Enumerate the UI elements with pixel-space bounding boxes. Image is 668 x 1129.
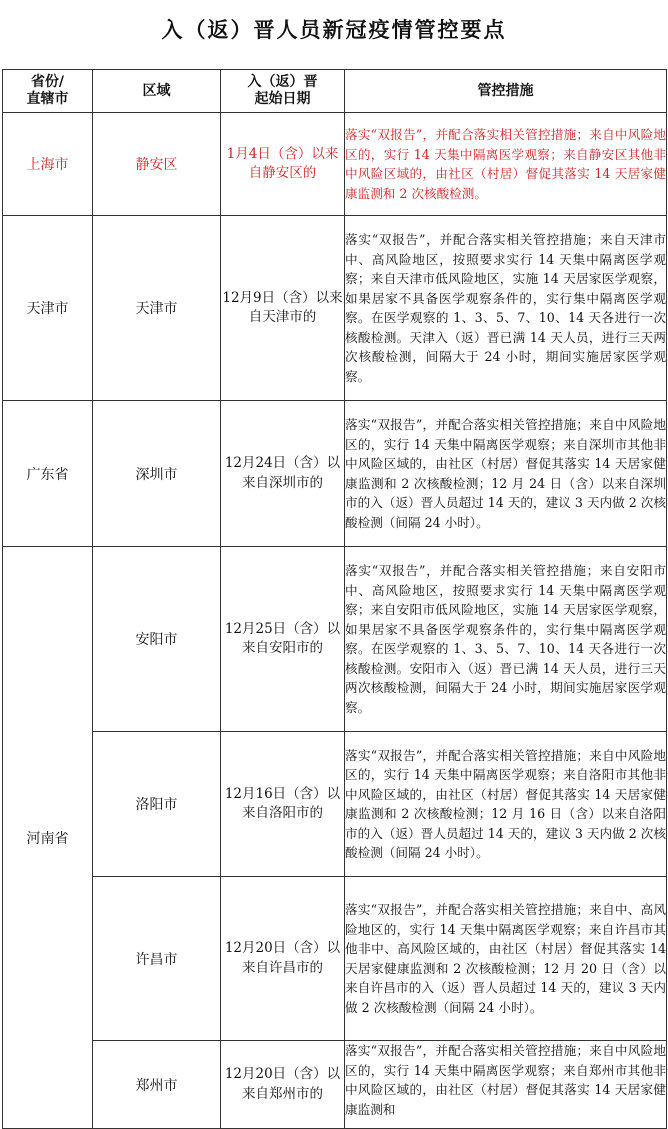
row-area: 许昌市 [93, 877, 221, 1041]
table-row [3, 547, 667, 732]
row-measures: 落实“双报告”，并配合落实相关管控措施；来自天津市中、高风险地区，按照要求实行 14 天集中隔离医学观察；来自天津市低风险地区，实施 14 天居家医学观察，如果居家不具备医学观察条件的，实行集中隔离医学观察。在医学观察的 1、3、5、7、10、14 天各进行一次核酸检测。天津入（返）晋已满 14 天人员，进行三天两次核酸检测，间隔大于 24 小时，期间实施居家医学观察。 [345, 216, 667, 401]
row-area: 天津市 [93, 216, 221, 401]
row-measures: 落实“双报告”，并配合落实相关管控措施；来自中风险地区的，实行 14 天集中隔离医学观察；来自静安区其他非中风险区域的，由社区（村居）督促其落实 14 天居家健康监测和 2 次核酸检测。 [345, 113, 667, 216]
table-row [3, 1041, 667, 1129]
row-start-date: 12月20日（含）以来自许昌市的 [221, 877, 345, 1041]
page-title: 入（返）晋人员新冠疫情管控要点 [161, 17, 507, 42]
header-measures: 管控措施 [345, 70, 667, 113]
header-area: 区域 [93, 70, 221, 113]
row-province: 上海市 [3, 113, 93, 216]
row-province: 河南省 [3, 547, 93, 1129]
table-row [3, 216, 667, 401]
row-start-date: 12月20日（含）以来自郑州市的 [221, 1041, 345, 1129]
row-measures: 落实“双报告”，并配合落实相关管控措施；来自安阳市中、高风险地区，按照要求实行 14 天集中隔离医学观察；来自安阳市低风险地区，实施 14 天居家医学观察，如果居家不具备医学观察条件的，实行集中隔离医学观察。在医学观察的 1、3、5、7、10、14 天各进行一次核酸检测。安阳市入（返）晋已满 14 天人员，进行三天两次核酸检测，间隔大于 24 小时，期间实施居家医学观察。 [345, 547, 667, 732]
row-measures: 落实“双报告”，并配合落实相关管控措施；来自中风险地区的，实行 14 天集中隔离医学观察；来自深圳市其他非中风险区域的，由社区（村居）督促其落实 14 天居家健康监测和 2 次核酸检测；12 月 24 日（含）以来自深圳市的入（返）晋人员超过 14 天的，建议 3 天内做 2 次核酸检测（间隔 24 小时）。 [345, 401, 667, 547]
table-row [3, 401, 667, 547]
row-measures: 落实“双报告”，并配合落实相关管控措施；来自中风险地区的，实行 14 天集中隔离医学观察；来自郑州市其他非中风险区域的，由社区（村居）督促其落实 14 天居家健康监测和 [345, 1041, 667, 1129]
row-province: 广东省 [3, 401, 93, 547]
row-start-date: 12月25日（含）以来自安阳市的 [221, 547, 345, 732]
row-area: 安阳市 [93, 547, 221, 732]
row-start-date: 12月24日（含）以来自深圳市的 [221, 401, 345, 547]
row-area: 郑州市 [93, 1041, 221, 1129]
row-start-date: 1月4日（含）以来自静安区的 [221, 113, 345, 216]
row-measures: 落实“双报告”，并配合落实相关管控措施；来自中、高风险地区的，实行 14 天集中隔离医学观察；来自许昌市其他非中、高风险区域的，由社区（村居）督促其落实 14 天居家健康监测和 2 次核酸检测；12 月 20 日（含）以来自许昌市的入（返）晋人员超过 14 天的，建议 3 天内做 2 次核酸检测（间隔 24 小时）。 [345, 877, 667, 1041]
header-province: 省份/ 直辖市 [3, 70, 93, 113]
row-area: 静安区 [93, 113, 221, 216]
table-row [3, 113, 667, 216]
table-row [3, 732, 667, 877]
row-province: 天津市 [3, 216, 93, 401]
row-start-date: 12月9日（含）以来自天津市的 [221, 216, 345, 401]
row-area: 洛阳市 [93, 732, 221, 877]
table-header-row [3, 70, 667, 113]
row-start-date: 12月16日（含）以来自洛阳市的 [221, 732, 345, 877]
header-date: 入（返）晋 起始日期 [221, 70, 345, 113]
row-area: 深圳市 [93, 401, 221, 547]
control-measures-table [2, 69, 667, 1129]
row-measures: 落实“双报告”，并配合落实相关管控措施；来自中风险地区的，实行 14 天集中隔离医学观察；来自洛阳市其他非中风险区域的，由社区（村居）督促其落实 14 天居家健康监测和 2 次核酸检测；12 月 16 日（含）以来自洛阳市的入（返）晋人员超过 14 天的，建议 3 天内做 2 次核酸检测（间隔 24 小时）。 [345, 732, 667, 877]
table-row [3, 877, 667, 1041]
